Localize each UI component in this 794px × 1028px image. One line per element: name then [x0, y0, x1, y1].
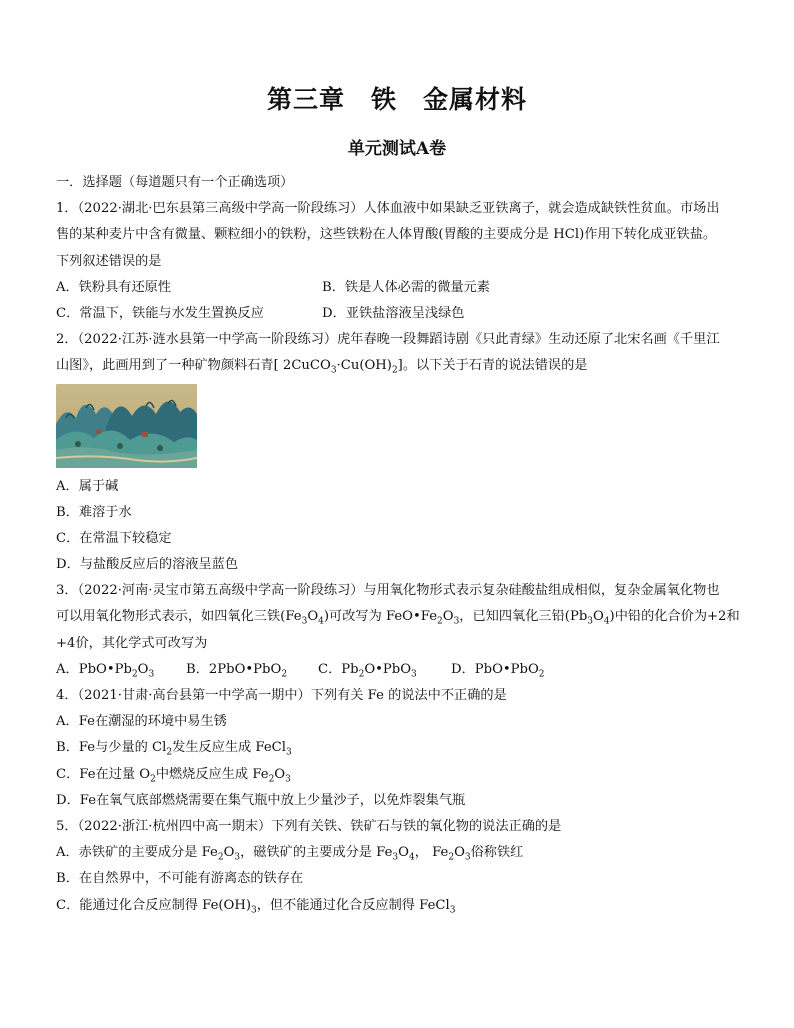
question-5 [56, 814, 746, 919]
question-text: 山图》，此画用到了一种矿物颜料石青[ $2CuCO_3\cdot Cu(OH)_2$]。以下关于石青的说法错误的是 [56, 358, 588, 376]
question-2 [56, 327, 746, 578]
page-subtitle: 单元测试A卷 [347, 139, 447, 159]
question-text: 可以用氧化物形式表示，如四氧化三铁$(Fe_3O_4)$可改写为 $FeO•Fe_2O_3$，已知四氧化三铅$(Pb_3O_4)$中铅的化合价为+2和 [56, 609, 740, 628]
question-text: 下列叙述错误的是 [56, 253, 162, 269]
option-c: C．在常温下较稳定 [56, 530, 172, 546]
options-row [56, 301, 746, 327]
option-d: D．Fe在氧气底部燃烧需要在集气瓶中放上少量沙子，以免炸裂集气瓶 [56, 792, 466, 808]
option-d: D．亚铁盐溶液呈浅绿色 [322, 305, 465, 321]
question-text: 4．（2021·甘肃·高台县第一中学高一期中）下列有关 Fe 的说法中不正确的是 [56, 688, 507, 703]
question-text: 2．（2022·江苏·涟水县第一中学高一阶段练习）虎年春晚一段舞蹈诗剧《只此青绿》生动还原了北宋名画《千里江 [56, 332, 720, 348]
option-a: A．赤铁矿的主要成分是 $Fe_2O_3$，磁铁矿的主要成分是 $Fe_3O_4$， $Fe_2O_3$俗称铁红 [56, 845, 524, 863]
option-b: B．Fe与少量的 $Cl_2$发生反应生成 FeCl$_3$ [56, 740, 292, 759]
option-a: A．$PbO•Pb_2O_3$ [56, 661, 155, 680]
question-text: 5．（2022·浙江·杭州四中高一期末）下列有关铁、铁矿石与铁的氧化物的说法正确的是 [56, 818, 562, 834]
question-body [56, 170, 746, 919]
question-text: 售的某种麦片中含有微量、颗粒细小的铁粉，这些铁粉在人体胃酸(胃酸的主要成分是 HCl)作用下转化成亚铁盐。 [56, 227, 717, 243]
option-b: B．难溶于水 [56, 504, 132, 520]
options-row [56, 657, 746, 683]
question-text: +4价，其化学式可改写为 [56, 635, 208, 651]
options-row [56, 275, 746, 301]
option-a: A．属于碱 [56, 478, 119, 494]
question-text: 1．（2022·湖北·巴东县第三高级中学高一阶段练习）人体血液中如果缺乏亚铁离子，就会造成缺铁性贫血。市场出 [56, 201, 720, 217]
option-c: C．常温下，铁能与水发生置换反应 [56, 305, 264, 321]
option-b: B．铁是人体必需的微量元素 [322, 279, 490, 295]
question-text: 3．（2022·河南·灵宝市第五高级中学高一阶段练习）与用氧化物形式表示复杂硅酸盐组成相似，复杂金属氧化物也 [56, 583, 720, 599]
option-b: B．在自然界中，不可能有游离态的铁存在 [56, 871, 304, 887]
option-c: C．Fe在过量 $O_2$中燃烧反应生成 $Fe_2O_3$ [56, 766, 291, 785]
option-d: D．与盐酸反应后的溶液呈蓝色 [56, 557, 239, 573]
option-a: A．Fe在潮湿的环境中易生锈 [56, 714, 227, 730]
option-b: B．2PbO•PbO$_2$ [186, 661, 288, 680]
option-c: C．$Pb_2O•PbO_3$ [318, 661, 417, 680]
section-heading: 一．选择题（每道题只有一个正确选项） [56, 175, 294, 190]
question-1 [56, 196, 746, 327]
question-3 [56, 578, 746, 683]
option-a: A．铁粉具有还原性 [56, 279, 172, 295]
option-c: C．能通过化合反应制得 $Fe(OH)_3$，但不能通过化合反应制得 FeCl$_3$ [56, 897, 456, 916]
page-title: 第三章 铁 金属材料 [266, 85, 527, 114]
option-d: D．PbO•PbO$_2$ [451, 661, 545, 680]
landscape-painting-image [56, 384, 197, 468]
painting-illustration [56, 384, 197, 468]
question-4 [56, 683, 746, 814]
